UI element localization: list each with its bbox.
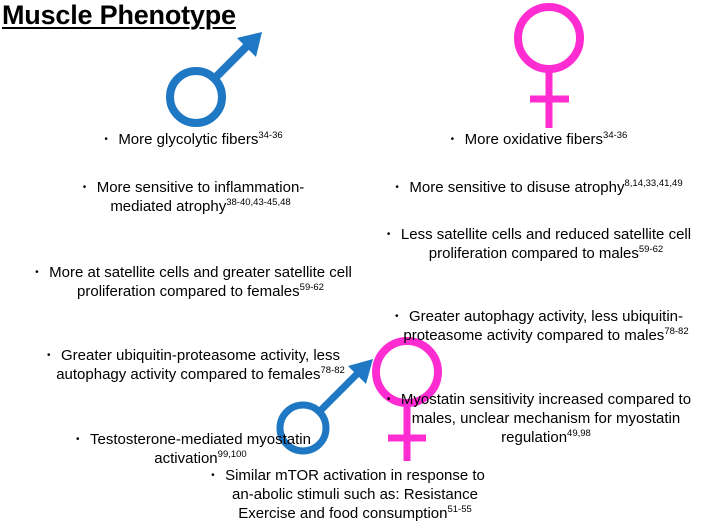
citation: 51-55 <box>447 504 472 515</box>
female-trait-text: More oxidative fibers <box>464 131 604 148</box>
shared-traits-list <box>218 0 492 528</box>
citation: 59-62 <box>299 282 324 293</box>
citation: 78-82 <box>320 365 345 376</box>
citation: 8,14,33,41,49 <box>624 178 683 189</box>
page-title: Muscle Phenotype <box>2 0 236 30</box>
male-trait-text: More glycolytic fibers <box>118 131 259 148</box>
citation: 34-36 <box>258 130 283 141</box>
citation: 49,98 <box>567 428 591 439</box>
citation: 59-62 <box>638 244 664 255</box>
citation: 38-40,43-45,48 <box>226 197 291 208</box>
male-trait-text: More at satellite cells and greater satellite cell proliferation compared to females <box>49 264 352 300</box>
female-trait-text: More sensitive to disuse atrophy <box>409 179 625 196</box>
female-trait-text: Myostatin sensitivity increased compared to males, unclear mechanism for myostatin regulation <box>400 391 692 446</box>
citation: 78-82 <box>664 326 689 337</box>
list-item <box>218 466 492 523</box>
female-trait-text: Less satellite cells and reduced satellite cell proliferation compared to males <box>400 226 692 262</box>
male-trait-text: More sensitive to inflammation-mediated atrophy <box>96 179 305 215</box>
male-trait-text: Testosterone-mediated myostatin activation <box>90 431 311 467</box>
female-trait-text: Greater autophagy activity, less ubiquitin-proteasome activity compared to males <box>403 308 684 344</box>
shared-trait-text: Similar mTOR activation in response to an-abolic stimuli such as: Resistance Exercise and food consumption <box>225 467 485 522</box>
male-trait-text: Greater ubiquitin-proteasome activity, less autophagy activity compared to females <box>56 347 340 383</box>
citation: 34-36 <box>603 130 628 141</box>
citation: 99,100 <box>217 449 247 460</box>
